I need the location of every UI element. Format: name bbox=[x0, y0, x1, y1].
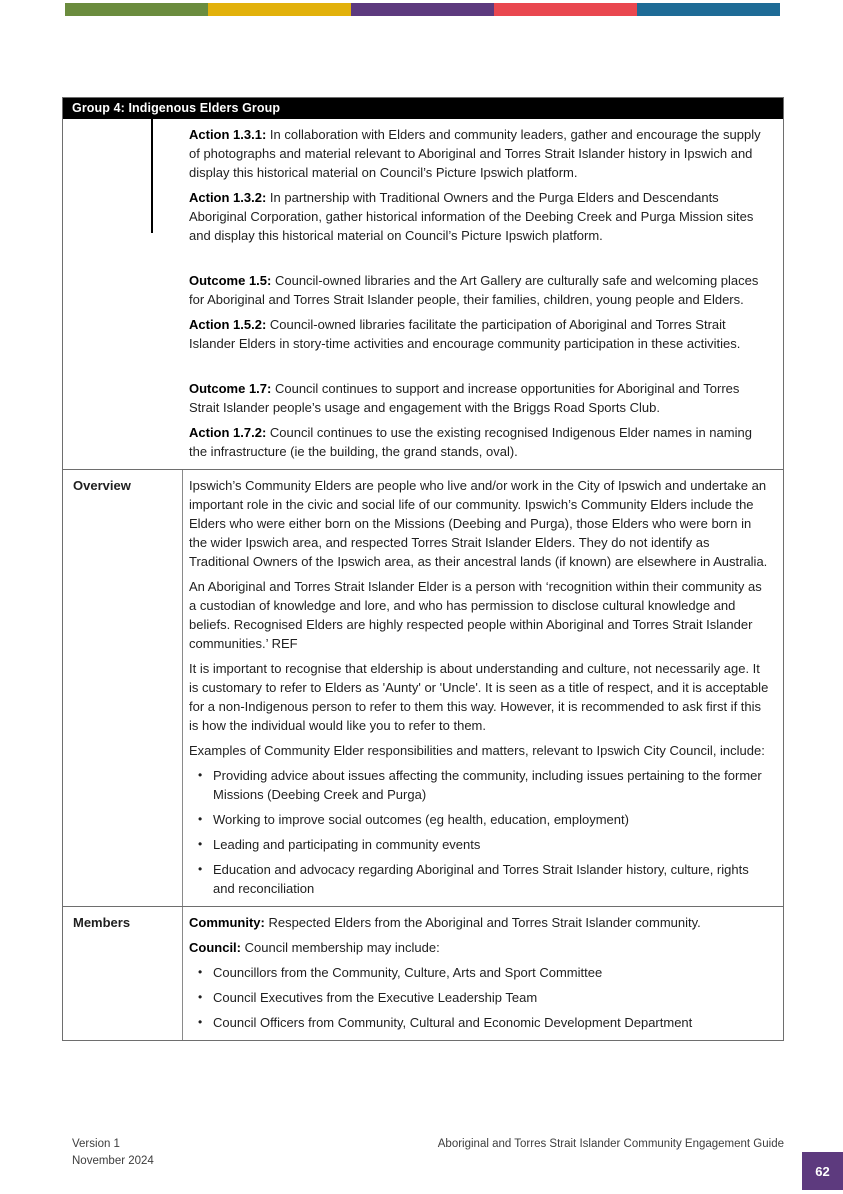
table-row bbox=[63, 119, 783, 469]
bullet-list bbox=[189, 766, 771, 898]
row-content bbox=[183, 470, 783, 906]
brand-color-bar bbox=[65, 3, 780, 16]
paragraph: Action 1.5.2: Council-owned libraries facilitate the participation of Aboriginal and Torres Strait Islander Elders in story-time activities and encourage community participation in these activities. bbox=[189, 317, 741, 351]
page-footer bbox=[62, 1136, 784, 1170]
bullet-text: Councillors from the Community, Culture, Arts and Sport Committee bbox=[213, 965, 603, 980]
bullet-item bbox=[189, 963, 771, 982]
paragraph: Action 1.7.2: Council continues to use the existing recognised Indigenous Elder names in naming the infrastructure (ie the building, the grand stands, oval). bbox=[189, 425, 752, 459]
brand-bar-segment-5 bbox=[637, 3, 780, 16]
bullet-text: Education and advocacy regarding Aboriginal and Torres Strait Islander history, culture, rights and reconciliation bbox=[213, 862, 749, 896]
page-number-badge: 62 bbox=[802, 1152, 843, 1190]
bullet-item bbox=[189, 860, 771, 898]
bullet-dot: • bbox=[198, 812, 203, 826]
paragraph: Action 1.3.1: In collaboration with Elders and community leaders, gather and encourage the supply of photographs and material relevant to Aboriginal and Torres Strait Islander history in Ipswich and display this historical material on Council’s Picture Ipswich platform. bbox=[189, 127, 761, 180]
row-content bbox=[183, 119, 783, 469]
footer-date: November 2024 bbox=[72, 1155, 154, 1167]
bullet-item bbox=[189, 835, 771, 854]
paragraph: Community: Respected Elders from the Aboriginal and Torres Strait Islander community. bbox=[189, 915, 701, 930]
paragraph: Council: Council membership may include: bbox=[189, 940, 440, 955]
paragraph: An Aboriginal and Torres Strait Islander Elder is a person with ‘recognition within their community as a custodian of knowledge and lore, and who has permission to disclose cultural knowledge and beliefs. Recognised Elders are highly respected people within Aboriginal and Torres Strait Islander communities.’ REF bbox=[189, 579, 762, 651]
paragraph: Action 1.3.2: In partnership with Traditional Owners and the Purga Elders and Descendants Aboriginal Corporation, gather historical information of the Deebing Creek and Purga Mission sites and display this historical material on Council’s Picture Ipswich platform. bbox=[189, 190, 754, 243]
footer-version: Version 1 bbox=[72, 1138, 120, 1150]
brand-bar-segment-3 bbox=[351, 3, 494, 16]
paragraph: Ipswich’s Community Elders are people who live and/or work in the City of Ipswich and undertake an important role in the civic and social life of our community. Ipswich’s Community Elders include the Elders who were either born on the Missions (Deebing and Purga), those Elders who were born in the wider Ipswich area, and respected Torres Strait Islander Elders. They do not identify as Traditional Owners of the Ipswich area, as their ancestral lands (if known) are elsewhere in Australia. bbox=[189, 478, 768, 569]
brand-bar-segment-4 bbox=[494, 3, 637, 16]
footer-version-block bbox=[62, 1136, 154, 1170]
bullet-item bbox=[189, 1013, 771, 1032]
brand-bar-segment-2 bbox=[208, 3, 351, 16]
row-label: Overview bbox=[63, 470, 183, 906]
bullet-list bbox=[189, 963, 771, 1032]
table-row bbox=[63, 469, 783, 906]
bullet-dot: • bbox=[198, 1015, 203, 1029]
paragraph-spacer bbox=[189, 359, 771, 379]
table-body bbox=[63, 119, 783, 1040]
paragraph: Outcome 1.5: Council-owned libraries and the Art Gallery are culturally safe and welcoming places for Aboriginal and Torres Strait Islander people, their families, children, young people and Elders. bbox=[189, 273, 759, 307]
paragraph: It is important to recognise that eldership is about understanding and culture, not necessarily age. It is customary to refer to Elders as 'Aunty' or 'Uncle'. It is seen as a title of respect, and it is acceptable for a non-Indigenous person to refer to them this way. However, it is recommended to ask first if this is how the individual would like you to refer to them. bbox=[189, 661, 769, 733]
bullet-dot: • bbox=[198, 862, 203, 876]
bullet-item bbox=[189, 766, 771, 804]
table-header-group4: Group 4: Indigenous Elders Group bbox=[63, 98, 783, 119]
paragraph: Outcome 1.7: Council continues to support and increase opportunities for Aboriginal and Torres Strait Islander people’s usage and engagement with the Briggs Road Sports Club. bbox=[189, 381, 740, 415]
footer-doc-title: Aboriginal and Torres Strait Islander Community Engagement Guide bbox=[437, 1138, 784, 1150]
bullet-dot: • bbox=[198, 768, 203, 782]
group4-table bbox=[62, 97, 784, 1041]
bullet-item bbox=[189, 810, 771, 829]
row-label: Members bbox=[63, 907, 183, 1040]
bullet-text: Providing advice about issues affecting the community, including issues pertaining to the former Missions (Deebing Creek and Purga) bbox=[213, 768, 762, 802]
row-label bbox=[63, 119, 183, 469]
brand-bar-segment-1 bbox=[65, 3, 208, 16]
bullet-dot: • bbox=[198, 965, 203, 979]
bullet-dot: • bbox=[198, 837, 203, 851]
bullet-item bbox=[189, 988, 771, 1007]
row-content bbox=[183, 907, 783, 1040]
paragraph: Examples of Community Elder responsibilities and matters, relevant to Ipswich City Council, include: bbox=[189, 743, 765, 758]
bullet-text: Leading and participating in community events bbox=[213, 837, 481, 852]
bullet-dot: • bbox=[198, 990, 203, 1004]
table-row bbox=[63, 906, 783, 1040]
bullet-text: Working to improve social outcomes (eg health, education, employment) bbox=[213, 812, 629, 827]
paragraph-spacer bbox=[189, 251, 771, 271]
first-row-cell-divider bbox=[151, 119, 153, 233]
bullet-text: Council Executives from the Executive Leadership Team bbox=[213, 990, 538, 1005]
bullet-text: Council Officers from Community, Cultural and Economic Development Department bbox=[213, 1015, 693, 1030]
